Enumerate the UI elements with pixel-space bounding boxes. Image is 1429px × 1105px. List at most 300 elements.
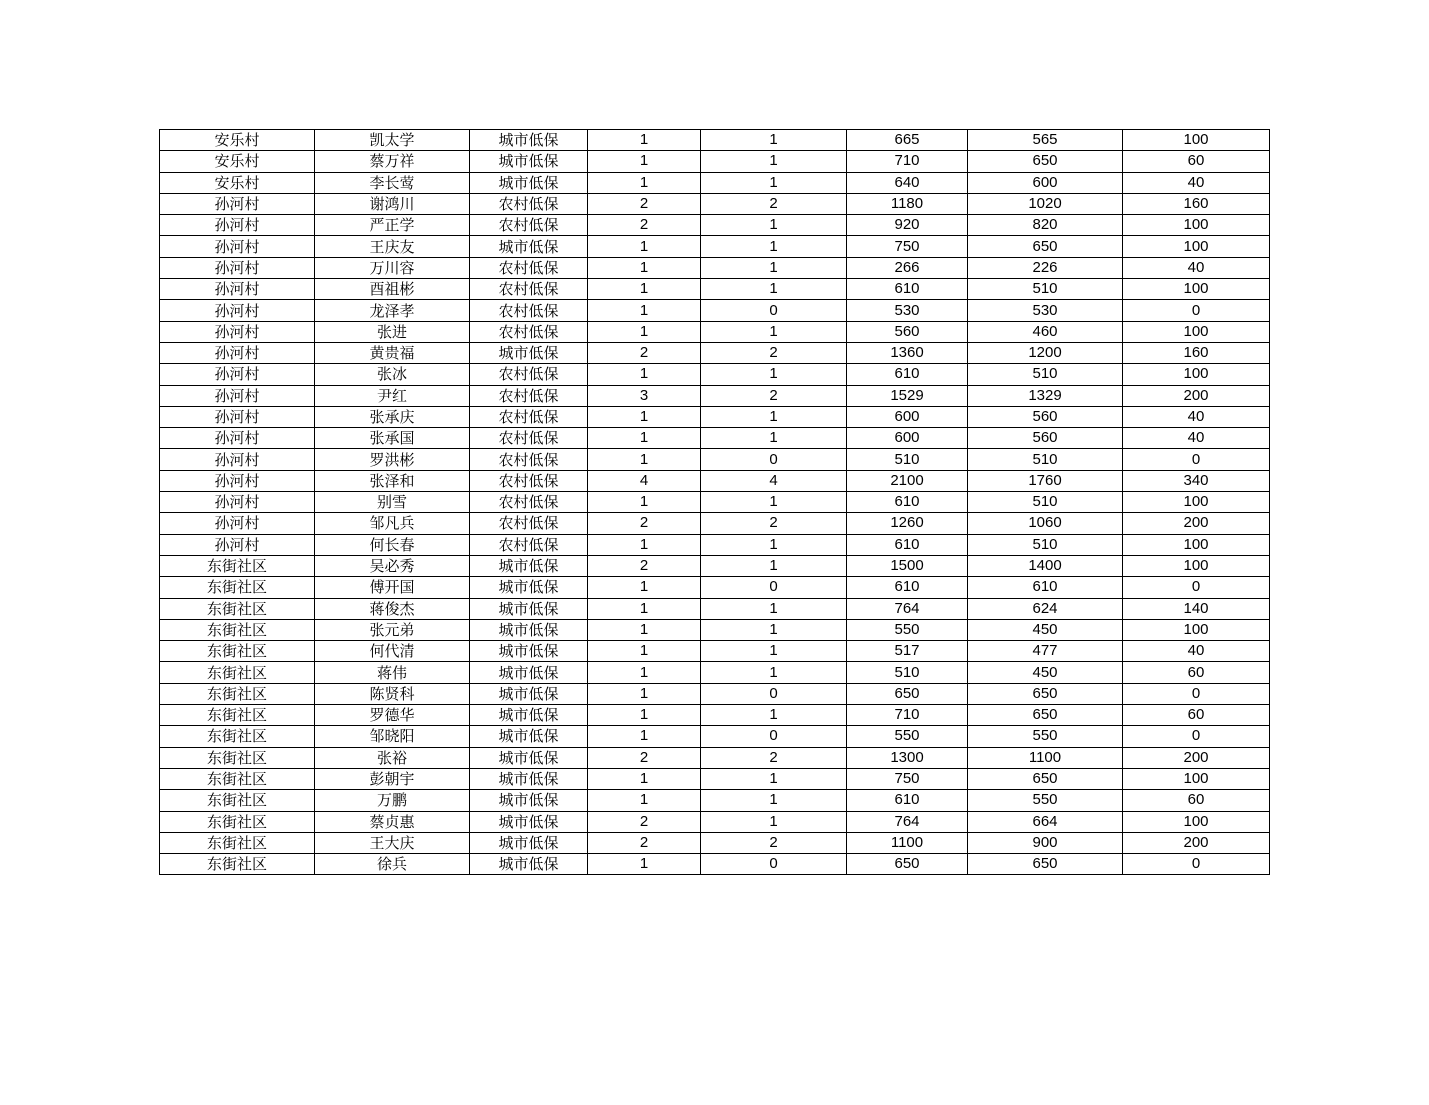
household-count-cell: 1 bbox=[588, 257, 701, 278]
subsidy-cell: 100 bbox=[1123, 534, 1270, 555]
standard-cell: 610 bbox=[847, 534, 968, 555]
insured-count-cell: 2 bbox=[701, 832, 847, 853]
type-cell: 农村低保 bbox=[470, 534, 588, 555]
village-cell: 孙河村 bbox=[160, 342, 315, 363]
name-cell: 严正学 bbox=[315, 215, 470, 236]
name-cell: 罗洪彬 bbox=[315, 449, 470, 470]
table-row bbox=[160, 449, 1270, 470]
insured-count-cell: 1 bbox=[701, 641, 847, 662]
income-cell: 1329 bbox=[968, 385, 1123, 406]
table-row bbox=[160, 428, 1270, 449]
type-cell: 城市低保 bbox=[470, 768, 588, 789]
household-count-cell: 2 bbox=[588, 215, 701, 236]
income-cell: 1060 bbox=[968, 513, 1123, 534]
household-count-cell: 1 bbox=[588, 577, 701, 598]
household-count-cell: 1 bbox=[588, 130, 701, 151]
standard-cell: 510 bbox=[847, 662, 968, 683]
type-cell: 城市低保 bbox=[470, 151, 588, 172]
household-count-cell: 1 bbox=[588, 534, 701, 555]
insured-count-cell: 1 bbox=[701, 619, 847, 640]
type-cell: 城市低保 bbox=[470, 726, 588, 747]
name-cell: 黄贵福 bbox=[315, 342, 470, 363]
subsidy-cell: 0 bbox=[1123, 577, 1270, 598]
household-count-cell: 1 bbox=[588, 768, 701, 789]
standard-cell: 640 bbox=[847, 172, 968, 193]
standard-cell: 1260 bbox=[847, 513, 968, 534]
table-row bbox=[160, 470, 1270, 491]
standard-cell: 764 bbox=[847, 811, 968, 832]
household-count-cell: 1 bbox=[588, 492, 701, 513]
name-cell: 何长春 bbox=[315, 534, 470, 555]
household-count-cell: 1 bbox=[588, 854, 701, 875]
table-row bbox=[160, 726, 1270, 747]
household-count-cell: 1 bbox=[588, 790, 701, 811]
table-row bbox=[160, 300, 1270, 321]
subsidy-cell: 200 bbox=[1123, 513, 1270, 534]
village-cell: 东街社区 bbox=[160, 747, 315, 768]
household-count-cell: 1 bbox=[588, 641, 701, 662]
standard-cell: 610 bbox=[847, 790, 968, 811]
income-cell: 900 bbox=[968, 832, 1123, 853]
household-count-cell: 1 bbox=[588, 321, 701, 342]
table-row bbox=[160, 492, 1270, 513]
type-cell: 农村低保 bbox=[470, 321, 588, 342]
name-cell: 万鹏 bbox=[315, 790, 470, 811]
household-count-cell: 1 bbox=[588, 236, 701, 257]
type-cell: 农村低保 bbox=[470, 300, 588, 321]
standard-cell: 650 bbox=[847, 854, 968, 875]
name-cell: 罗德华 bbox=[315, 705, 470, 726]
household-count-cell: 2 bbox=[588, 555, 701, 576]
village-cell: 东街社区 bbox=[160, 662, 315, 683]
name-cell: 傅开国 bbox=[315, 577, 470, 598]
household-count-cell: 1 bbox=[588, 151, 701, 172]
insured-count-cell: 2 bbox=[701, 385, 847, 406]
income-cell: 650 bbox=[968, 151, 1123, 172]
income-cell: 650 bbox=[968, 683, 1123, 704]
type-cell: 农村低保 bbox=[470, 449, 588, 470]
table-row bbox=[160, 768, 1270, 789]
household-count-cell: 1 bbox=[588, 279, 701, 300]
subsidy-cell: 160 bbox=[1123, 193, 1270, 214]
table-row bbox=[160, 151, 1270, 172]
household-count-cell: 1 bbox=[588, 619, 701, 640]
table-row bbox=[160, 705, 1270, 726]
subsidy-cell: 100 bbox=[1123, 492, 1270, 513]
income-cell: 530 bbox=[968, 300, 1123, 321]
income-cell: 650 bbox=[968, 768, 1123, 789]
household-count-cell: 2 bbox=[588, 811, 701, 832]
type-cell: 城市低保 bbox=[470, 683, 588, 704]
name-cell: 凯太学 bbox=[315, 130, 470, 151]
income-cell: 1400 bbox=[968, 555, 1123, 576]
subsidy-cell: 100 bbox=[1123, 555, 1270, 576]
type-cell: 城市低保 bbox=[470, 854, 588, 875]
income-cell: 460 bbox=[968, 321, 1123, 342]
insured-count-cell: 1 bbox=[701, 130, 847, 151]
village-cell: 东街社区 bbox=[160, 641, 315, 662]
type-cell: 城市低保 bbox=[470, 577, 588, 598]
insured-count-cell: 1 bbox=[701, 321, 847, 342]
subsidy-cell: 100 bbox=[1123, 619, 1270, 640]
income-cell: 565 bbox=[968, 130, 1123, 151]
subsidy-cell: 100 bbox=[1123, 811, 1270, 832]
village-cell: 孙河村 bbox=[160, 513, 315, 534]
subsidy-cell: 100 bbox=[1123, 236, 1270, 257]
standard-cell: 710 bbox=[847, 705, 968, 726]
subsidy-cell: 0 bbox=[1123, 683, 1270, 704]
standard-cell: 510 bbox=[847, 449, 968, 470]
village-cell: 孙河村 bbox=[160, 236, 315, 257]
income-cell: 1760 bbox=[968, 470, 1123, 491]
village-cell: 孙河村 bbox=[160, 406, 315, 427]
standard-cell: 560 bbox=[847, 321, 968, 342]
standard-cell: 1529 bbox=[847, 385, 968, 406]
name-cell: 张泽和 bbox=[315, 470, 470, 491]
insured-count-cell: 2 bbox=[701, 342, 847, 363]
name-cell: 龙泽孝 bbox=[315, 300, 470, 321]
table-row bbox=[160, 236, 1270, 257]
name-cell: 尹红 bbox=[315, 385, 470, 406]
village-cell: 孙河村 bbox=[160, 257, 315, 278]
subsidy-cell: 100 bbox=[1123, 215, 1270, 236]
standard-cell: 764 bbox=[847, 598, 968, 619]
village-cell: 东街社区 bbox=[160, 619, 315, 640]
insured-count-cell: 1 bbox=[701, 492, 847, 513]
name-cell: 蒋俊杰 bbox=[315, 598, 470, 619]
type-cell: 城市低保 bbox=[470, 342, 588, 363]
insured-count-cell: 1 bbox=[701, 555, 847, 576]
table-row bbox=[160, 130, 1270, 151]
subsidy-cell: 40 bbox=[1123, 257, 1270, 278]
name-cell: 蒋伟 bbox=[315, 662, 470, 683]
insured-count-cell: 1 bbox=[701, 215, 847, 236]
village-cell: 东街社区 bbox=[160, 683, 315, 704]
subsidy-cell: 100 bbox=[1123, 279, 1270, 300]
insured-count-cell: 1 bbox=[701, 811, 847, 832]
insured-count-cell: 4 bbox=[701, 470, 847, 491]
subsidy-cell: 60 bbox=[1123, 790, 1270, 811]
insured-count-cell: 1 bbox=[701, 236, 847, 257]
insured-count-cell: 1 bbox=[701, 257, 847, 278]
table-row bbox=[160, 364, 1270, 385]
type-cell: 农村低保 bbox=[470, 513, 588, 534]
village-cell: 孙河村 bbox=[160, 492, 315, 513]
income-cell: 650 bbox=[968, 705, 1123, 726]
income-cell: 550 bbox=[968, 726, 1123, 747]
standard-cell: 1100 bbox=[847, 832, 968, 853]
name-cell: 张冰 bbox=[315, 364, 470, 385]
village-cell: 安乐村 bbox=[160, 151, 315, 172]
village-cell: 孙河村 bbox=[160, 470, 315, 491]
income-cell: 450 bbox=[968, 662, 1123, 683]
income-cell: 610 bbox=[968, 577, 1123, 598]
insured-count-cell: 0 bbox=[701, 300, 847, 321]
income-cell: 1020 bbox=[968, 193, 1123, 214]
type-cell: 农村低保 bbox=[470, 364, 588, 385]
village-cell: 东街社区 bbox=[160, 768, 315, 789]
income-cell: 510 bbox=[968, 449, 1123, 470]
type-cell: 农村低保 bbox=[470, 385, 588, 406]
name-cell: 何代清 bbox=[315, 641, 470, 662]
type-cell: 城市低保 bbox=[470, 747, 588, 768]
household-count-cell: 1 bbox=[588, 705, 701, 726]
table-row bbox=[160, 790, 1270, 811]
type-cell: 城市低保 bbox=[470, 236, 588, 257]
table-row bbox=[160, 406, 1270, 427]
standard-cell: 1180 bbox=[847, 193, 968, 214]
name-cell: 张承国 bbox=[315, 428, 470, 449]
standard-cell: 550 bbox=[847, 726, 968, 747]
insured-count-cell: 1 bbox=[701, 790, 847, 811]
village-cell: 东街社区 bbox=[160, 577, 315, 598]
village-cell: 孙河村 bbox=[160, 321, 315, 342]
subsidy-cell: 100 bbox=[1123, 768, 1270, 789]
insured-count-cell: 1 bbox=[701, 428, 847, 449]
household-count-cell: 2 bbox=[588, 747, 701, 768]
household-count-cell: 2 bbox=[588, 193, 701, 214]
table-row bbox=[160, 555, 1270, 576]
insured-count-cell: 2 bbox=[701, 513, 847, 534]
income-cell: 1100 bbox=[968, 747, 1123, 768]
type-cell: 城市低保 bbox=[470, 619, 588, 640]
subsidy-cell: 160 bbox=[1123, 342, 1270, 363]
household-count-cell: 1 bbox=[588, 683, 701, 704]
insured-count-cell: 1 bbox=[701, 705, 847, 726]
village-cell: 东街社区 bbox=[160, 811, 315, 832]
insured-count-cell: 1 bbox=[701, 598, 847, 619]
table-row bbox=[160, 279, 1270, 300]
insured-count-cell: 2 bbox=[701, 193, 847, 214]
table-row bbox=[160, 811, 1270, 832]
subsidy-cell: 0 bbox=[1123, 854, 1270, 875]
subsidy-cell: 40 bbox=[1123, 406, 1270, 427]
standard-cell: 610 bbox=[847, 577, 968, 598]
insured-count-cell: 1 bbox=[701, 151, 847, 172]
subsidy-cell: 140 bbox=[1123, 598, 1270, 619]
standard-cell: 610 bbox=[847, 492, 968, 513]
type-cell: 农村低保 bbox=[470, 492, 588, 513]
table-row bbox=[160, 598, 1270, 619]
name-cell: 别雪 bbox=[315, 492, 470, 513]
table-row bbox=[160, 257, 1270, 278]
table-row bbox=[160, 662, 1270, 683]
standard-cell: 600 bbox=[847, 428, 968, 449]
type-cell: 农村低保 bbox=[470, 470, 588, 491]
standard-cell: 920 bbox=[847, 215, 968, 236]
insured-count-cell: 1 bbox=[701, 364, 847, 385]
village-cell: 安乐村 bbox=[160, 172, 315, 193]
subsidy-cell: 40 bbox=[1123, 641, 1270, 662]
standard-cell: 710 bbox=[847, 151, 968, 172]
type-cell: 城市低保 bbox=[470, 598, 588, 619]
name-cell: 蔡贞惠 bbox=[315, 811, 470, 832]
household-count-cell: 1 bbox=[588, 428, 701, 449]
type-cell: 城市低保 bbox=[470, 705, 588, 726]
name-cell: 邹晓阳 bbox=[315, 726, 470, 747]
subsidy-cell: 100 bbox=[1123, 321, 1270, 342]
income-cell: 664 bbox=[968, 811, 1123, 832]
subsidy-cell: 0 bbox=[1123, 300, 1270, 321]
standard-cell: 1360 bbox=[847, 342, 968, 363]
name-cell: 王大庆 bbox=[315, 832, 470, 853]
household-count-cell: 1 bbox=[588, 598, 701, 619]
name-cell: 邹凡兵 bbox=[315, 513, 470, 534]
income-cell: 650 bbox=[968, 236, 1123, 257]
income-cell: 477 bbox=[968, 641, 1123, 662]
village-cell: 孙河村 bbox=[160, 279, 315, 300]
income-cell: 510 bbox=[968, 364, 1123, 385]
village-cell: 东街社区 bbox=[160, 790, 315, 811]
household-count-cell: 2 bbox=[588, 513, 701, 534]
household-count-cell: 2 bbox=[588, 342, 701, 363]
village-cell: 孙河村 bbox=[160, 428, 315, 449]
table-row bbox=[160, 385, 1270, 406]
type-cell: 城市低保 bbox=[470, 172, 588, 193]
standard-cell: 610 bbox=[847, 279, 968, 300]
insured-count-cell: 0 bbox=[701, 854, 847, 875]
household-count-cell: 1 bbox=[588, 300, 701, 321]
table-row bbox=[160, 215, 1270, 236]
insured-count-cell: 0 bbox=[701, 577, 847, 598]
income-cell: 550 bbox=[968, 790, 1123, 811]
table-row bbox=[160, 534, 1270, 555]
subsidy-cell: 60 bbox=[1123, 151, 1270, 172]
standard-cell: 600 bbox=[847, 406, 968, 427]
income-cell: 226 bbox=[968, 257, 1123, 278]
table-row bbox=[160, 619, 1270, 640]
name-cell: 吴必秀 bbox=[315, 555, 470, 576]
income-cell: 624 bbox=[968, 598, 1123, 619]
type-cell: 城市低保 bbox=[470, 790, 588, 811]
standard-cell: 2100 bbox=[847, 470, 968, 491]
subsidy-cell: 200 bbox=[1123, 832, 1270, 853]
village-cell: 孙河村 bbox=[160, 385, 315, 406]
type-cell: 农村低保 bbox=[470, 257, 588, 278]
data-table bbox=[159, 129, 1270, 875]
village-cell: 孙河村 bbox=[160, 534, 315, 555]
table-body bbox=[160, 130, 1270, 875]
income-cell: 510 bbox=[968, 492, 1123, 513]
household-count-cell: 4 bbox=[588, 470, 701, 491]
village-cell: 东街社区 bbox=[160, 705, 315, 726]
income-cell: 600 bbox=[968, 172, 1123, 193]
subsidy-cell: 100 bbox=[1123, 130, 1270, 151]
income-cell: 820 bbox=[968, 215, 1123, 236]
type-cell: 农村低保 bbox=[470, 428, 588, 449]
name-cell: 谢鸿川 bbox=[315, 193, 470, 214]
income-cell: 1200 bbox=[968, 342, 1123, 363]
standard-cell: 750 bbox=[847, 236, 968, 257]
household-count-cell: 3 bbox=[588, 385, 701, 406]
household-count-cell: 1 bbox=[588, 726, 701, 747]
subsidy-cell: 0 bbox=[1123, 726, 1270, 747]
type-cell: 城市低保 bbox=[470, 811, 588, 832]
table-row bbox=[160, 321, 1270, 342]
name-cell: 彭朝宇 bbox=[315, 768, 470, 789]
income-cell: 560 bbox=[968, 428, 1123, 449]
subsidy-cell: 100 bbox=[1123, 364, 1270, 385]
household-count-cell: 1 bbox=[588, 662, 701, 683]
village-cell: 孙河村 bbox=[160, 193, 315, 214]
standard-cell: 665 bbox=[847, 130, 968, 151]
insured-count-cell: 0 bbox=[701, 449, 847, 470]
insured-count-cell: 1 bbox=[701, 768, 847, 789]
name-cell: 张承庆 bbox=[315, 406, 470, 427]
type-cell: 农村低保 bbox=[470, 279, 588, 300]
subsidy-cell: 60 bbox=[1123, 705, 1270, 726]
type-cell: 农村低保 bbox=[470, 215, 588, 236]
subsidy-cell: 40 bbox=[1123, 172, 1270, 193]
type-cell: 农村低保 bbox=[470, 406, 588, 427]
name-cell: 蔡万祥 bbox=[315, 151, 470, 172]
insured-count-cell: 0 bbox=[701, 683, 847, 704]
name-cell: 酉祖彬 bbox=[315, 279, 470, 300]
income-cell: 510 bbox=[968, 279, 1123, 300]
village-cell: 东街社区 bbox=[160, 832, 315, 853]
table-row bbox=[160, 832, 1270, 853]
name-cell: 张进 bbox=[315, 321, 470, 342]
type-cell: 城市低保 bbox=[470, 130, 588, 151]
name-cell: 陈贤科 bbox=[315, 683, 470, 704]
village-cell: 孙河村 bbox=[160, 215, 315, 236]
village-cell: 安乐村 bbox=[160, 130, 315, 151]
type-cell: 城市低保 bbox=[470, 662, 588, 683]
village-cell: 东街社区 bbox=[160, 726, 315, 747]
village-cell: 孙河村 bbox=[160, 300, 315, 321]
table-row bbox=[160, 342, 1270, 363]
household-count-cell: 2 bbox=[588, 832, 701, 853]
insured-count-cell: 0 bbox=[701, 726, 847, 747]
table-row bbox=[160, 193, 1270, 214]
insured-count-cell: 1 bbox=[701, 406, 847, 427]
standard-cell: 550 bbox=[847, 619, 968, 640]
table-row bbox=[160, 747, 1270, 768]
subsidy-cell: 40 bbox=[1123, 428, 1270, 449]
table-row bbox=[160, 641, 1270, 662]
type-cell: 农村低保 bbox=[470, 193, 588, 214]
table-row bbox=[160, 854, 1270, 875]
table-row bbox=[160, 683, 1270, 704]
household-count-cell: 1 bbox=[588, 449, 701, 470]
subsidy-cell: 340 bbox=[1123, 470, 1270, 491]
insured-count-cell: 1 bbox=[701, 279, 847, 300]
household-count-cell: 1 bbox=[588, 364, 701, 385]
type-cell: 城市低保 bbox=[470, 832, 588, 853]
subsidy-cell: 200 bbox=[1123, 385, 1270, 406]
village-cell: 东街社区 bbox=[160, 598, 315, 619]
standard-cell: 1300 bbox=[847, 747, 968, 768]
subsidy-cell: 0 bbox=[1123, 449, 1270, 470]
insured-count-cell: 1 bbox=[701, 534, 847, 555]
village-cell: 东街社区 bbox=[160, 555, 315, 576]
insured-count-cell: 1 bbox=[701, 662, 847, 683]
standard-cell: 1500 bbox=[847, 555, 968, 576]
insured-count-cell: 2 bbox=[701, 747, 847, 768]
name-cell: 万川容 bbox=[315, 257, 470, 278]
insured-count-cell: 1 bbox=[701, 172, 847, 193]
standard-cell: 610 bbox=[847, 364, 968, 385]
name-cell: 徐兵 bbox=[315, 854, 470, 875]
standard-cell: 650 bbox=[847, 683, 968, 704]
income-cell: 560 bbox=[968, 406, 1123, 427]
name-cell: 张元弟 bbox=[315, 619, 470, 640]
income-cell: 650 bbox=[968, 854, 1123, 875]
village-cell: 东街社区 bbox=[160, 854, 315, 875]
household-count-cell: 1 bbox=[588, 406, 701, 427]
type-cell: 城市低保 bbox=[470, 555, 588, 576]
standard-cell: 530 bbox=[847, 300, 968, 321]
